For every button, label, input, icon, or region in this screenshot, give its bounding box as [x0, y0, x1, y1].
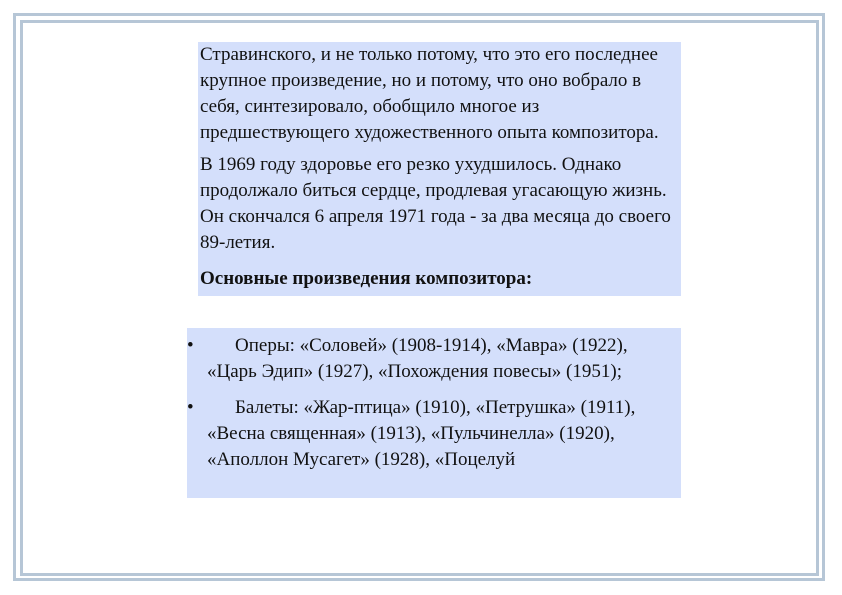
list-item-text: Балеты: «Жар-птица» (1910), «Петрушка» (1911), «Весна священная» (1913), «Пульчинелла» (1920), «Аполлон Мусагет» (1928), «Поцелуй	[207, 397, 636, 470]
list-item-ballets	[187, 390, 681, 473]
bullet-icon: •	[187, 335, 194, 356]
works-list	[187, 328, 681, 498]
bullet-icon: •	[187, 397, 194, 418]
paragraph-1: Стравинского, и не только потому, что это его последнее крупное произведение, но и потому, что оно вобрало в себя, синтезировало, обобщило многое из предшествующего художественного опыта композитора.	[200, 44, 659, 143]
text-block	[198, 42, 681, 296]
list-item-operas	[187, 328, 681, 385]
works-heading: Основные произведения композитора:	[200, 268, 533, 289]
list-item-text: Оперы: «Соловей» (1908-1914), «Мавра» (1922), «Царь Эдип» (1927), «Похождения повесы» (1951);	[207, 335, 628, 382]
paragraph-2: В 1969 году здоровье его резко ухудшилось. Однако продолжало биться сердце, продлевая угасающую жизнь. Он скончался 6 апреля 1971 года - за два месяца до своего 89-летия.	[200, 154, 671, 253]
